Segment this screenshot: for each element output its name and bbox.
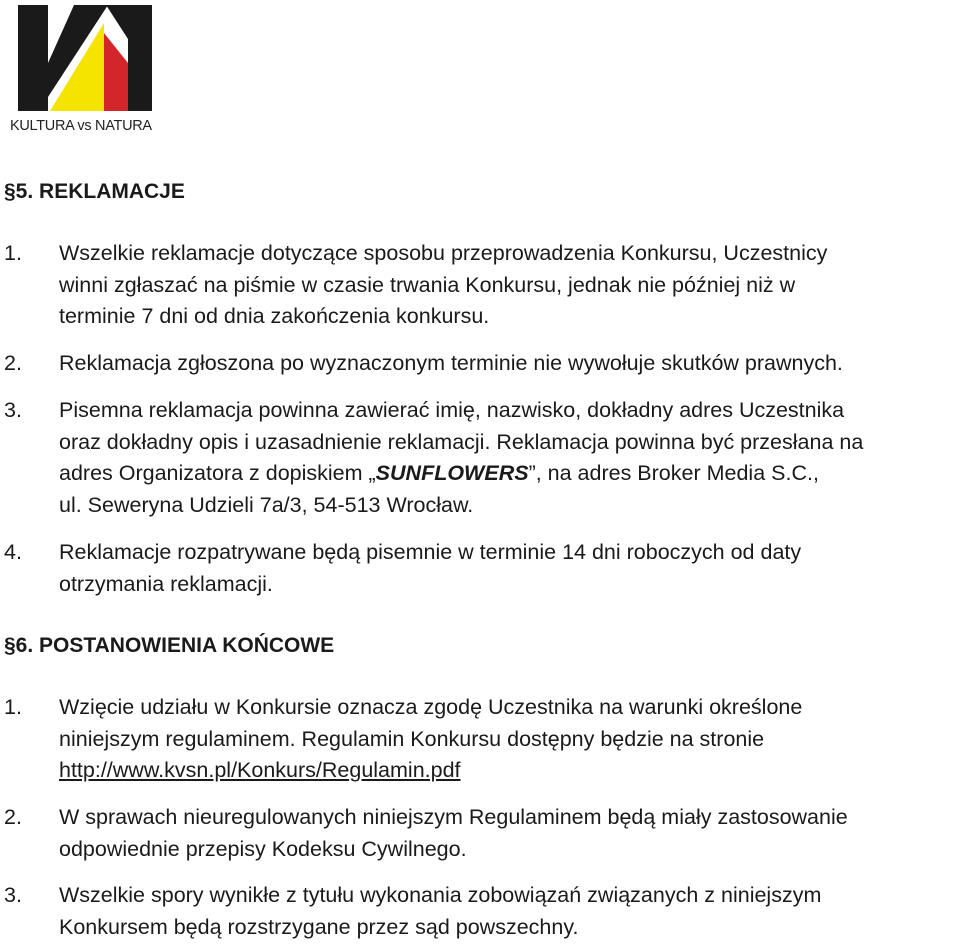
- item-line: W sprawach nieuregulowanych niniejszym Regulaminem będą miały zastosowanie: [59, 805, 848, 829]
- logo-brand-text: KULTURA vs NATURA: [10, 118, 152, 134]
- regulamin-link-line: [59, 755, 956, 787]
- item-line: Konkursem będą rozstrzygane przez sąd powszechny.: [59, 914, 579, 939]
- section5-item-4: [4, 537, 956, 600]
- section6-item-1: [4, 692, 956, 787]
- item-line: Pisemna reklamacja powinna zawierać imię, nazwisko, dokładny adres Uczestnika: [59, 398, 845, 422]
- section6-heading: §6. POSTANOWIENIA KOŃCOWE: [4, 634, 335, 657]
- section6-item-3: [4, 880, 956, 943]
- section5-heading: §5. REKLAMACJE: [4, 180, 185, 203]
- item-line: winni zgłaszać na piśmie w czasie trwania Konkursu, jednak nie później niż w: [59, 272, 796, 297]
- section5-item-3: [4, 395, 956, 521]
- regulamin-link[interactable]: http://www.kvsn.pl/Konkurs/Regulamin.pdf: [59, 758, 461, 783]
- item-line: otrzymania reklamacji.: [59, 571, 273, 596]
- item-number: 4.: [4, 540, 22, 564]
- item-line: Reklamacja zgłoszona po wyznaczonym terminie nie wywołuje skutków prawnych.: [59, 351, 843, 375]
- line-text: adres Organizatora z dopiskiem „: [59, 461, 376, 486]
- item-number: 3.: [4, 398, 22, 422]
- section5-item-2: [4, 348, 956, 380]
- kvsn-logo: [10, 5, 160, 140]
- item-line: Wszelkie reklamacje dotyczące sposobu przeprowadzenia Konkursu, Uczestnicy: [59, 241, 828, 265]
- item-line: niniejszym regulaminem. Regulamin Konkursu dostępny będzie na stronie: [59, 726, 765, 751]
- line-text: ”, na adres Broker Media S.C.,: [528, 461, 819, 486]
- item-number: 3.: [4, 883, 22, 907]
- item-line: Wszelkie spory wynikłe z tytułu wykonania zobowiązań związanych z niniejszym: [59, 883, 822, 907]
- section6-item-2: [4, 802, 956, 865]
- item-number: 1.: [4, 695, 22, 719]
- item-number: 2.: [4, 805, 22, 829]
- item-line: Reklamacje rozpatrywane będą pisemnie w terminie 14 dni roboczych od daty: [59, 540, 802, 564]
- section5-item-1: [4, 238, 956, 333]
- item-line: odpowiednie przepisy Kodeksu Cywilnego.: [59, 836, 467, 861]
- item-line: ul. Seweryna Udzieli 7a/3, 54-513 Wrocław.: [59, 492, 474, 517]
- sunflowers-code: SUNFLOWERS: [375, 461, 529, 486]
- item-number: 2.: [4, 351, 22, 375]
- item-line: Wzięcie udziału w Konkursie oznacza zgodę Uczestnika na warunki określone: [59, 695, 803, 719]
- item-number: 1.: [4, 241, 22, 265]
- item-line: terminie 7 dni od dnia zakończenia konkursu.: [59, 304, 490, 329]
- kvsn-logo-mark: [16, 5, 156, 113]
- item-line: oraz dokładny opis i uzasadnienie reklamacji. Reklamacja powinna być przesłana na: [59, 429, 864, 454]
- item-line-with-code: [59, 458, 956, 490]
